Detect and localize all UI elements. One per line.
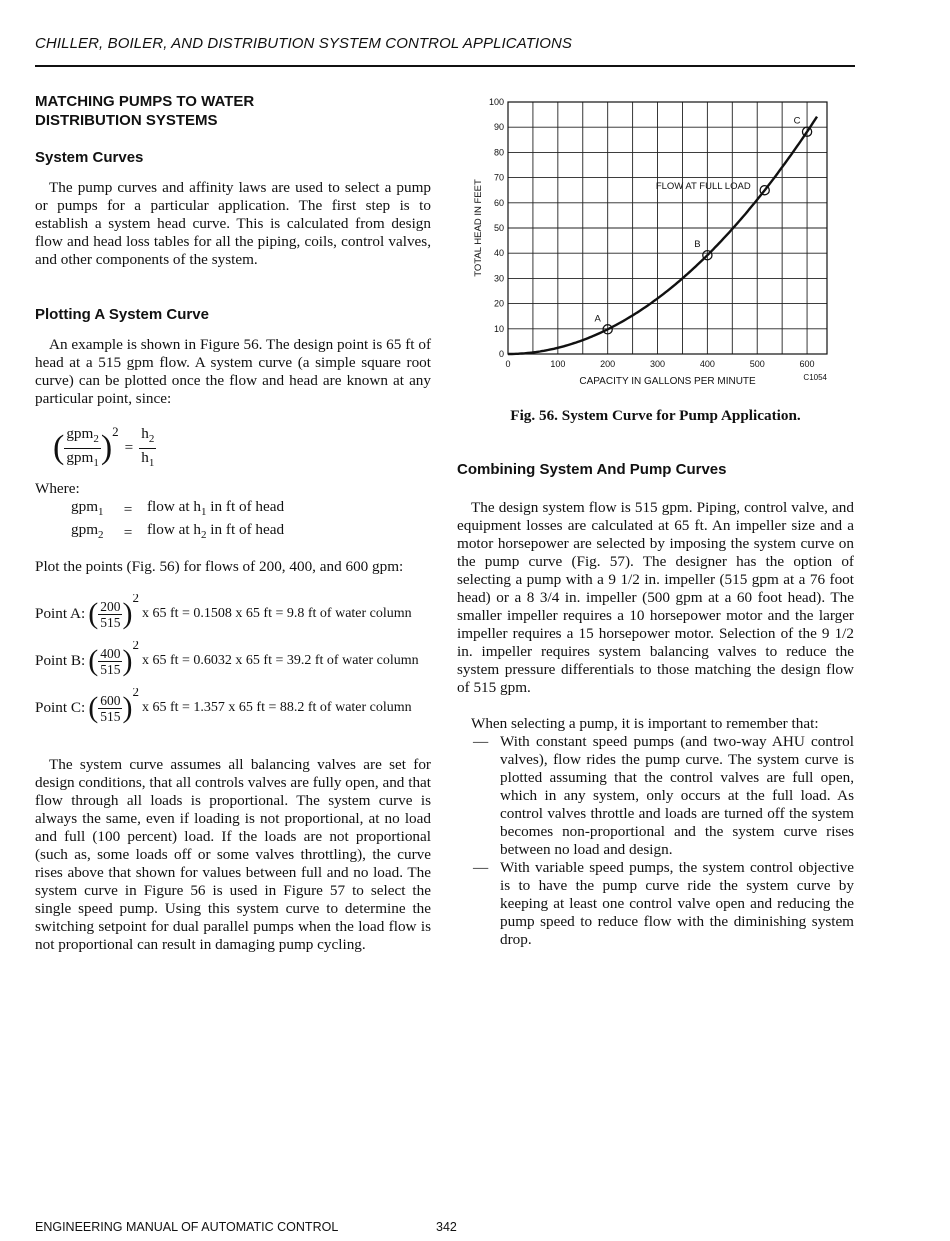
def-equals: = <box>123 523 133 541</box>
def-symbol: gpm <box>71 498 99 515</box>
paragraph-when-selecting: When selecting a pump, it is important to remember that: <box>471 715 819 732</box>
eq-rden-sub: 1 <box>148 456 155 469</box>
y-tick-label: 20 <box>493 298 504 309</box>
right-paren: ) <box>122 597 133 630</box>
def-symbol-sub: 2 <box>98 529 104 541</box>
where-label: Where: <box>35 480 80 497</box>
definition-row <box>71 498 284 521</box>
point-label: A <box>594 313 601 325</box>
def-desc-sub: 1 <box>201 506 207 518</box>
section-title-line1: MATCHING PUMPS TO WATER <box>35 93 255 110</box>
y-tick-label: 30 <box>493 273 504 284</box>
def-symbol: gpm <box>71 521 99 538</box>
left-paren: ( <box>88 691 99 724</box>
x-axis-label: CAPACITY IN GALLONS PER MINUTE <box>579 376 756 387</box>
plot-points-text: Plot the points (Fig. 56) for flows of 200, 400, and 600 gpm: <box>35 558 404 575</box>
y-tick-label: 100 <box>488 97 504 107</box>
point-rest: x 65 ft = 0.1508 x 65 ft = 9.8 ft of water column <box>141 606 412 621</box>
paragraph-system-curve-assumptions: The system curve assumes all balancing valves are set for design conditions, that all controls valves are fully open, and that flow through all loads is proportional. The system curve is always the same, even if loading is not proportional, at no load and full (100 percent) load. If the loads are not proportional (such as, some loads off or some valves throttling), the curve rises above that shown for values between full and no load. The system curve in Figure 56 is used in Figure 57 to select the single speed pump. Using this system curve to determine the switching setpoint for dual parallel pumps when the load flow is not proportional can result in damaging pump cycling. <box>35 756 431 953</box>
eq-rnum-sub: 2 <box>148 432 155 445</box>
def-equals: = <box>123 500 133 518</box>
point-label: Point B: <box>35 652 86 669</box>
figure-code: C1054 <box>803 373 827 382</box>
def-desc: flow at h <box>147 498 201 515</box>
point-exponent: 2 <box>132 641 139 652</box>
y-tick-label: 60 <box>493 197 504 208</box>
running-head: CHILLER, BOILER, AND DISTRIBUTION SYSTEM CONTROL APPLICATIONS <box>35 35 573 52</box>
y-tick-label: 50 <box>493 223 504 233</box>
right-paren: ) <box>122 644 133 677</box>
def-desc-sub: 2 <box>201 529 207 541</box>
dash-bullet: — <box>473 733 489 750</box>
def-desc: flow at h <box>147 521 201 538</box>
section-title-line2: DISTRIBUTION SYSTEMS <box>35 112 218 129</box>
list-item <box>457 859 854 949</box>
eq-den-sub: 1 <box>93 456 99 469</box>
point-rest: x 65 ft = 0.6032 x 65 ft = 39.2 ft of water column <box>141 653 419 668</box>
right-paren: ) <box>122 691 133 724</box>
point-a-equation <box>35 594 431 634</box>
left-paren: ( <box>88 644 99 677</box>
x-tick-label: 500 <box>749 359 765 369</box>
point-den: 515 <box>100 614 121 630</box>
section-title <box>35 92 431 130</box>
point-exponent: 2 <box>132 688 139 699</box>
x-tick-label: 400 <box>699 359 715 369</box>
y-axis-label: TOTAL HEAD IN FEET <box>473 179 484 277</box>
header-rule <box>35 65 855 67</box>
eq-rnum-base: h <box>141 424 149 442</box>
gpm-fraction <box>64 425 101 472</box>
point-num: 400 <box>100 645 121 661</box>
paragraph-combining: The design system flow is 515 gpm. Piping, control valve, and equipment losses are calculated at 65 ft. An impeller size and a motor horsepower are selected by imposing the system curve on the pump curve (Fig. 57). The designer has the option of selecting a pump with a 9 1/2 in. impeller (515 gpm at a 76 foot head) or a 8 3/4 in. impeller (500 gpm at a 60 foot head). The smaller impeller requires a 10 horsepower motor and the larger impeller requires a 15 horsepower motor. Selection of the 9 1/2 in. impeller requires system balancing valves to reduce the system pressure differentials to those matching the design flow of 515 gpm. <box>457 499 854 696</box>
subheading-combining: Combining System And Pump Curves <box>457 461 727 478</box>
eq-num-sub: 2 <box>93 432 99 445</box>
x-tick-label: 200 <box>600 359 616 369</box>
right-paren: ) <box>100 429 113 466</box>
definition-row <box>71 521 284 544</box>
left-paren: ( <box>53 429 65 466</box>
head-fraction <box>139 425 156 472</box>
point-label: C <box>793 115 801 127</box>
point-label: Point A: <box>35 605 86 622</box>
dash-bullet: — <box>473 859 489 876</box>
definitions-table <box>71 498 284 544</box>
point-b-equation <box>35 641 431 681</box>
def-symbol-sub: 1 <box>98 506 104 518</box>
list-item <box>457 733 854 859</box>
point-den: 515 <box>100 661 121 677</box>
point-fraction <box>98 646 122 677</box>
def-desc-post: in ft of head <box>206 521 285 538</box>
point-num: 200 <box>100 598 121 614</box>
subheading-system-curves: System Curves <box>35 149 144 166</box>
list-item-text: With variable speed pumps, the system control objective is to have the pump curve ride the system curve by keeping at least one control valve open and reducing the pump speed to reduce flow with the diminishing system drop. <box>500 859 854 948</box>
eq-exponent: 2 <box>112 424 119 439</box>
point-rest: x 65 ft = 1.357 x 65 ft = 88.2 ft of water column <box>141 700 412 715</box>
x-tick-label: 300 <box>650 359 666 369</box>
page-number: 342 <box>436 1220 457 1234</box>
x-tick-label: 600 <box>799 359 815 369</box>
footer-manual-title: ENGINEERING MANUAL OF AUTOMATIC CONTROL <box>35 1220 339 1234</box>
figure-56 <box>462 92 842 392</box>
y-tick-label: 70 <box>493 172 504 183</box>
left-column <box>35 92 431 954</box>
y-tick-label: 10 <box>493 323 504 334</box>
right-column <box>457 460 854 949</box>
eq-rden-base: h <box>141 448 149 466</box>
flow-at-full-load-label: FLOW AT FULL LOAD <box>655 181 751 193</box>
y-tick-label: 0 <box>498 349 504 359</box>
y-tick-label: 40 <box>493 248 504 259</box>
system-curve-chart <box>462 92 842 392</box>
point-fraction <box>98 599 122 630</box>
eq-num-base: gpm <box>66 424 94 442</box>
subheading-plotting: Plotting A System Curve <box>35 306 209 323</box>
eq-den-base: gpm <box>66 448 94 466</box>
paragraph-system-curves: The pump curves and affinity laws are used to select a pump or pumps for a particular application. The first step is to establish a system head curve. This is calculated from design flow and head loss tables for all the piping, coils, control valves, and other components of the system. <box>35 179 431 268</box>
list-item-text: With constant speed pumps (and two-way AHU control valves), flow rides the pump curve. The system curve is plotted assuming that the control valves are full open, which in any system, only occurs at the full load. As control valves throttle and loads are turned off the system becomes non-proportional and the system curve rises between no load and design. <box>500 733 854 858</box>
eq-equals: = <box>124 439 134 456</box>
bullet-list <box>457 733 854 949</box>
figure-caption: Fig. 56. System Curve for Pump Application. <box>510 407 801 424</box>
point-label: Point C: <box>35 699 86 716</box>
point-den: 515 <box>100 708 121 724</box>
point-c-equation <box>35 688 431 728</box>
x-tick-label: 100 <box>550 359 566 369</box>
x-tick-label: 0 <box>505 359 511 369</box>
point-exponent: 2 <box>132 594 139 605</box>
point-num: 600 <box>100 692 121 708</box>
y-tick-label: 90 <box>493 122 504 133</box>
affinity-equation <box>53 420 431 476</box>
point-label: B <box>694 239 701 251</box>
left-paren: ( <box>88 597 99 630</box>
point-fraction <box>98 693 122 724</box>
y-tick-label: 80 <box>493 147 504 158</box>
paragraph-plotting: An example is shown in Figure 56. The design point is 65 ft of head at a 515 gpm flow. A system curve (a simple square root curve) can be plotted once the flow and head are known at any particular point, since: <box>35 336 431 407</box>
def-desc-post: in ft of head <box>206 498 285 515</box>
